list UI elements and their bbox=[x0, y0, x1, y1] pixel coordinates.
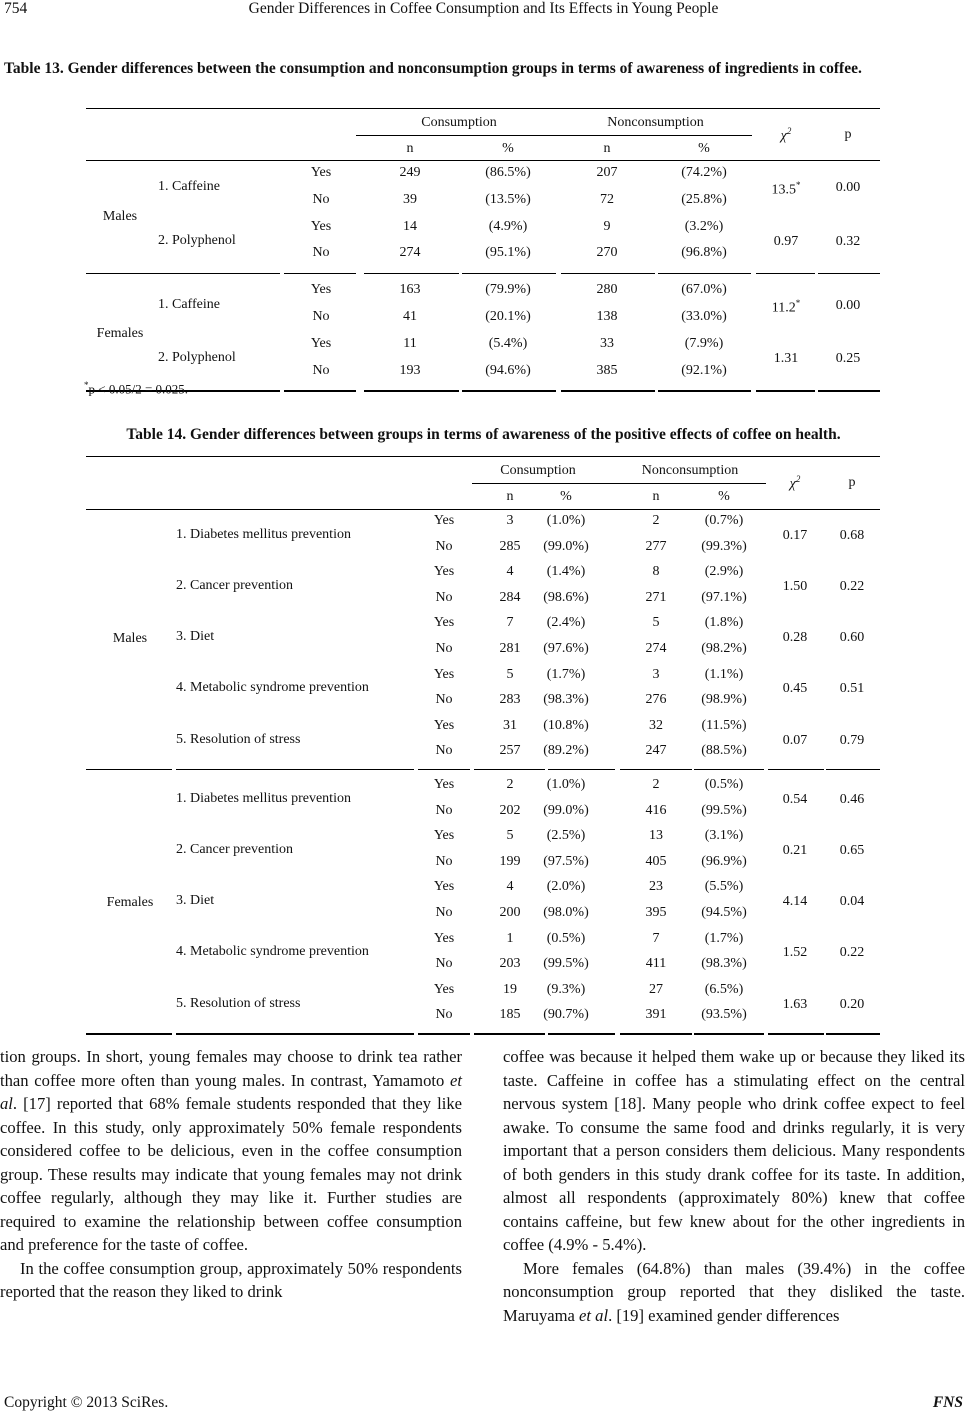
p-value: 0.79 bbox=[839, 732, 865, 748]
item-label: 1. Diabetes mellitus prevention bbox=[176, 526, 351, 542]
answer-label: No bbox=[312, 245, 330, 261]
group-rule bbox=[658, 390, 751, 392]
answer-label: Yes bbox=[433, 828, 455, 844]
group-rule bbox=[86, 769, 172, 770]
percent-header: % bbox=[698, 141, 710, 156]
consumption-percent: (5.4%) bbox=[488, 335, 528, 351]
consumption-percent: (79.9%) bbox=[485, 282, 531, 298]
nonconsumption-percent: (3.1%) bbox=[704, 828, 744, 844]
chi-square-value: 0.21 bbox=[782, 843, 808, 858]
consumption-percent: (1.4%) bbox=[546, 564, 586, 580]
nonconsumption-n: 5 bbox=[652, 615, 660, 631]
group-rule bbox=[818, 273, 880, 274]
nonconsumption-percent: (1.7%) bbox=[704, 930, 744, 946]
table14-caption: Table 14. Gender differences between groups in terms of awareness of the positive effects of coffee on health. bbox=[126, 426, 841, 443]
group-rule bbox=[694, 769, 764, 770]
nonconsumption-percent: (98.9%) bbox=[701, 692, 747, 708]
chi-square-value: 11.2* bbox=[771, 297, 801, 316]
item-label: 4. Metabolic syndrome prevention bbox=[176, 680, 369, 696]
answer-label: No bbox=[435, 692, 453, 708]
chi-square-value: 4.14 bbox=[782, 894, 808, 910]
p-value: 0.00 bbox=[835, 180, 861, 196]
nonconsumption-percent: (0.7%) bbox=[704, 513, 744, 528]
consumption-n: 14 bbox=[403, 218, 417, 234]
nonconsumption-percent: (93.5%) bbox=[701, 1007, 747, 1023]
answer-label: Yes bbox=[433, 615, 455, 631]
consumption-n: 4 bbox=[506, 879, 514, 895]
p-value: 0.51 bbox=[839, 681, 865, 697]
percent-header: % bbox=[502, 141, 514, 156]
p-value: 0.65 bbox=[839, 843, 865, 858]
consumption-percent: (94.6%) bbox=[485, 362, 531, 378]
answer-label: No bbox=[435, 538, 453, 554]
nonconsumption-percent: (25.8%) bbox=[681, 191, 727, 207]
nonconsumption-percent: (5.5%) bbox=[704, 879, 744, 895]
group-rule bbox=[86, 273, 157, 274]
answer-label: No bbox=[435, 853, 453, 869]
nonconsumption-n: 274 bbox=[645, 641, 667, 656]
group-rule bbox=[284, 273, 356, 274]
consumption-percent: (97.5%) bbox=[543, 853, 589, 869]
consumption-n: 283 bbox=[499, 692, 521, 708]
group-rule bbox=[658, 273, 751, 274]
footer-journal: FNS bbox=[932, 1394, 963, 1411]
paragraph: coffee was because it helped them wake up or because they liked its taste. Caffeine in coffee has a stimulating effect on the central nervous system [18]. Many people who drink coffee expect to feel awake. To consume the same food and drinks regularly, it is very important that a person considers them delicious. Many respondents of both genders in this study drank coffee for its taste. In addition, almost all respondents (approximately 80%) knew that coffee contains caffeine, but few knew about for the other ingredients in coffee (4.9% - 5.4%). bbox=[503, 1047, 965, 1254]
nonconsumption-n: 27 bbox=[649, 981, 663, 997]
nonconsumption-percent: (2.9%) bbox=[704, 564, 744, 580]
nonconsumption-n: 2 bbox=[652, 777, 660, 792]
p-value: 0.68 bbox=[839, 527, 865, 543]
nonconsumption-n: 277 bbox=[645, 538, 667, 554]
gender-label: Males bbox=[112, 631, 148, 646]
item-label: 2. Cancer prevention bbox=[176, 842, 294, 857]
answer-label: Yes bbox=[433, 777, 455, 792]
header-bottom-rule bbox=[86, 160, 880, 161]
consumption-n: 41 bbox=[403, 309, 417, 324]
consumption-n: 199 bbox=[499, 853, 521, 869]
group-rule bbox=[364, 273, 459, 274]
chi-square-value: 1.52 bbox=[782, 945, 808, 961]
consumption-percent: (2.5%) bbox=[546, 828, 586, 844]
chi-square-header: $\chi^2$ bbox=[789, 474, 801, 492]
p-value: 0.22 bbox=[839, 945, 865, 961]
consumption-n: 163 bbox=[399, 282, 421, 298]
answer-label: No bbox=[435, 956, 453, 972]
consumption-percent: (9.3%) bbox=[546, 981, 586, 997]
consumption-percent: (1.0%) bbox=[546, 777, 586, 792]
answer-label: Yes bbox=[433, 717, 455, 733]
consumption-percent: (98.3%) bbox=[543, 692, 589, 708]
consumption-n: 285 bbox=[499, 538, 521, 554]
consumption-n: 249 bbox=[399, 165, 421, 180]
answer-label: No bbox=[312, 191, 330, 207]
nonconsumption-n: 72 bbox=[600, 191, 614, 207]
nonconsumption-n: 8 bbox=[652, 564, 660, 580]
nonconsumption-percent: (96.8%) bbox=[681, 245, 727, 261]
answer-label: No bbox=[435, 589, 453, 605]
group-rule bbox=[694, 1033, 764, 1035]
p-header: p bbox=[844, 127, 852, 142]
item-label: 1. Caffeine bbox=[158, 179, 220, 195]
nonconsumption-percent: (94.5%) bbox=[701, 905, 747, 920]
item-label: 2. Polyphenol bbox=[158, 350, 236, 366]
group-rule bbox=[548, 1033, 615, 1035]
nonconsumption-n: 32 bbox=[649, 717, 663, 733]
nonconsumption-n: 138 bbox=[596, 309, 618, 324]
group-rule bbox=[768, 769, 824, 770]
consumption-group-header: Consumption bbox=[500, 463, 576, 478]
chi-square-value: 1.63 bbox=[782, 996, 808, 1012]
group-rule bbox=[561, 273, 655, 274]
nonconsumption-n: 416 bbox=[645, 802, 667, 818]
nonconsumption-n: 3 bbox=[652, 666, 660, 682]
page-number: 754 bbox=[4, 0, 28, 17]
item-label: 3. Diet bbox=[176, 893, 215, 909]
n-header: n bbox=[652, 489, 660, 504]
gender-label: Males bbox=[102, 208, 138, 224]
consumption-percent: (4.9%) bbox=[488, 218, 528, 234]
consumption-percent: (20.1%) bbox=[485, 309, 531, 324]
p-value: 0.20 bbox=[839, 996, 865, 1012]
nonconsumption-percent: (33.0%) bbox=[681, 309, 727, 324]
answer-label: Yes bbox=[433, 930, 455, 946]
consumption-percent: (98.6%) bbox=[543, 589, 589, 605]
group-rule bbox=[620, 1033, 692, 1035]
paragraph: In the coffee consumption group, approximately 50% respondents reported that the reason they liked to drink bbox=[0, 1258, 462, 1301]
chi-square-header: $\chi^2$ bbox=[780, 126, 792, 144]
nonconsumption-n: 271 bbox=[645, 589, 667, 605]
chi-square-value: 0.07 bbox=[782, 732, 808, 748]
nonconsumption-percent: (3.2%) bbox=[684, 218, 724, 234]
group-rule bbox=[756, 390, 815, 392]
p-value: 0.22 bbox=[839, 579, 865, 594]
chi-square-value: 13.5* bbox=[771, 180, 801, 199]
nonconsumption-n: 276 bbox=[645, 692, 667, 708]
item-label: 2. Polyphenol bbox=[158, 233, 236, 248]
group-rule bbox=[756, 273, 815, 274]
answer-label: No bbox=[435, 802, 453, 818]
consumption-percent: (89.2%) bbox=[543, 743, 589, 759]
answer-label: No bbox=[312, 362, 330, 378]
consumption-percent: (13.5%) bbox=[485, 191, 531, 207]
chi-square-value: 0.54 bbox=[782, 791, 808, 807]
header-bottom-rule bbox=[86, 509, 880, 510]
consumption-n: 39 bbox=[403, 191, 417, 207]
chi-square-value: 0.45 bbox=[782, 681, 808, 697]
nonconsumption-percent: (99.3%) bbox=[701, 538, 747, 554]
percent-header: % bbox=[560, 489, 572, 504]
nonconsumption-percent: (0.5%) bbox=[704, 777, 744, 792]
chi-square-value: 1.50 bbox=[782, 579, 808, 594]
item-label: 5. Resolution of stress bbox=[176, 731, 301, 747]
consumption-percent: (97.6%) bbox=[543, 641, 589, 656]
nonconsumption-n: 405 bbox=[645, 853, 667, 869]
item-label: 4. Metabolic syndrome prevention bbox=[176, 944, 369, 960]
page-header bbox=[0, 0, 967, 26]
answer-label: No bbox=[435, 905, 453, 920]
nonconsumption-n: 7 bbox=[652, 930, 660, 946]
group-rule bbox=[474, 769, 545, 770]
n-header: n bbox=[506, 489, 514, 504]
answer-label: No bbox=[435, 641, 453, 656]
group-rule bbox=[176, 1033, 414, 1035]
answer-label: Yes bbox=[433, 513, 455, 528]
consumption-percent: (99.0%) bbox=[543, 538, 589, 554]
consumption-percent: (86.5%) bbox=[485, 165, 531, 180]
consumption-n: 2 bbox=[506, 777, 514, 792]
consumption-n: 257 bbox=[499, 743, 521, 759]
nonconsumption-n: 2 bbox=[652, 513, 660, 528]
consumption-percent: (90.7%) bbox=[543, 1007, 589, 1023]
gender-label: Females bbox=[106, 895, 154, 910]
group-rule bbox=[474, 1033, 545, 1035]
group-rule bbox=[826, 1033, 880, 1035]
group-rule bbox=[284, 390, 356, 392]
answer-label: Yes bbox=[433, 666, 455, 682]
paragraph: More females (64.8%) than males (39.4%) in the coffee nonconsumption group reported that they disliked the taste. Maruyama et al. [19] examined gender differences bbox=[503, 1258, 965, 1325]
consumption-n: 284 bbox=[499, 589, 521, 605]
nonconsumption-percent: (74.2%) bbox=[681, 165, 727, 180]
nonconsumption-percent: (88.5%) bbox=[701, 743, 747, 759]
nonconsumption-percent: (97.1%) bbox=[701, 589, 747, 605]
answer-label: No bbox=[312, 309, 330, 324]
group-rule bbox=[620, 769, 692, 770]
n-header: n bbox=[603, 141, 611, 156]
consumption-n: 1 bbox=[506, 930, 514, 946]
footer-copyright: Copyright © 2013 SciRes. bbox=[4, 1394, 169, 1411]
table-top-rule bbox=[86, 108, 880, 109]
nonconsumption-n: 280 bbox=[596, 282, 618, 298]
nonconsumption-n: 385 bbox=[596, 362, 618, 378]
consumption-n: 7 bbox=[506, 615, 514, 631]
chi-square-value: 0.97 bbox=[773, 234, 799, 249]
group-rule bbox=[548, 769, 615, 770]
nonconsumption-group-header: Nonconsumption bbox=[607, 115, 704, 130]
nonconsumption-group-header: Nonconsumption bbox=[641, 463, 739, 478]
group-rule bbox=[561, 390, 655, 392]
consumption-n: 3 bbox=[506, 513, 514, 528]
answer-label: No bbox=[435, 1007, 453, 1023]
nonconsumption-n: 270 bbox=[596, 245, 618, 261]
item-label: 1. Diabetes mellitus prevention bbox=[176, 790, 351, 806]
nonconsumption-percent: (6.5%) bbox=[704, 981, 744, 997]
answer-label: Yes bbox=[310, 335, 332, 351]
consumption-n: 11 bbox=[403, 335, 417, 351]
chi-square-value: 0.28 bbox=[782, 630, 808, 646]
group-rule bbox=[176, 769, 414, 770]
group-rule bbox=[826, 769, 880, 770]
nonconsumption-n: 33 bbox=[600, 335, 614, 351]
body-column-left bbox=[0, 1045, 462, 1304]
group-rule bbox=[462, 390, 556, 392]
p-value: 0.32 bbox=[835, 234, 861, 249]
answer-label: Yes bbox=[310, 282, 332, 298]
consumption-n: 281 bbox=[499, 641, 521, 656]
nonconsumption-percent: (96.9%) bbox=[701, 853, 747, 869]
answer-label: Yes bbox=[433, 981, 455, 997]
consumption-n: 200 bbox=[499, 905, 521, 920]
group-rule bbox=[86, 1033, 172, 1035]
percent-header: % bbox=[718, 489, 730, 504]
item-label: 2. Cancer prevention bbox=[176, 578, 294, 593]
item-label: 3. Diet bbox=[176, 629, 215, 645]
nonconsumption-percent: (11.5%) bbox=[701, 717, 747, 733]
table13-footnote: *p < 0.05/2 = 0.025. bbox=[84, 380, 189, 397]
n-header: n bbox=[406, 141, 414, 156]
consumption-n: 4 bbox=[506, 564, 514, 580]
consumption-n: 5 bbox=[506, 666, 514, 682]
group-header-rule bbox=[356, 135, 752, 136]
consumption-n: 274 bbox=[399, 245, 421, 261]
consumption-n: 5 bbox=[506, 828, 514, 844]
answer-label: No bbox=[435, 743, 453, 759]
table-top-rule bbox=[86, 456, 880, 457]
consumption-percent: (95.1%) bbox=[485, 245, 531, 261]
nonconsumption-percent: (7.9%) bbox=[684, 335, 724, 351]
consumption-percent: (1.0%) bbox=[546, 513, 586, 528]
nonconsumption-n: 207 bbox=[596, 165, 618, 180]
consumption-group-header: Consumption bbox=[421, 115, 497, 130]
consumption-n: 31 bbox=[503, 717, 517, 733]
nonconsumption-percent: (1.8%) bbox=[704, 615, 744, 631]
group-rule bbox=[818, 390, 880, 392]
nonconsumption-n: 13 bbox=[649, 828, 663, 844]
p-header: p bbox=[848, 475, 856, 490]
answer-label: Yes bbox=[310, 218, 332, 234]
answer-label: Yes bbox=[433, 879, 455, 895]
nonconsumption-percent: (98.2%) bbox=[701, 641, 747, 656]
consumption-percent: (0.5%) bbox=[546, 930, 586, 946]
item-label: 1. Caffeine bbox=[158, 296, 220, 312]
group-rule bbox=[462, 273, 556, 274]
p-value: 0.46 bbox=[839, 791, 865, 807]
consumption-percent: (10.8%) bbox=[543, 717, 589, 733]
paragraph: tion groups. In short, young females may choose to drink tea rather than coffee more often than young males. In contrast, Yamamoto et al. [17] reported that 68% female students responded that they like coffee. In this study, only approximately 50% female respondents considered coffee to be delicious, even in the coffee consumption group. These results may indicate that young females may not drink coffee regularly, although they may like it. Further studies are required to examine the relationship between coffee consumption and preference for the taste of coffee. bbox=[0, 1047, 462, 1254]
consumption-n: 203 bbox=[499, 956, 521, 972]
nonconsumption-percent: (98.3%) bbox=[701, 956, 747, 972]
group-rule bbox=[157, 273, 280, 274]
nonconsumption-percent: (92.1%) bbox=[681, 362, 727, 378]
answer-label: Yes bbox=[433, 564, 455, 580]
nonconsumption-n: 23 bbox=[649, 879, 663, 895]
nonconsumption-percent: (1.1%) bbox=[704, 666, 744, 682]
nonconsumption-n: 247 bbox=[645, 743, 667, 759]
chi-square-value: 0.17 bbox=[782, 527, 808, 543]
group-header-rule bbox=[472, 483, 766, 484]
group-rule bbox=[768, 1033, 824, 1035]
nonconsumption-n: 395 bbox=[645, 905, 667, 920]
group-rule bbox=[418, 769, 470, 770]
consumption-percent: (99.5%) bbox=[543, 956, 589, 972]
nonconsumption-percent: (99.5%) bbox=[701, 802, 747, 818]
nonconsumption-n: 391 bbox=[645, 1007, 667, 1023]
p-value: 0.25 bbox=[835, 351, 861, 367]
consumption-n: 19 bbox=[503, 981, 517, 997]
nonconsumption-percent: (67.0%) bbox=[681, 282, 727, 298]
consumption-percent: (1.7%) bbox=[546, 666, 586, 682]
consumption-n: 185 bbox=[499, 1007, 521, 1023]
p-value: 0.00 bbox=[835, 297, 861, 313]
nonconsumption-n: 9 bbox=[603, 218, 611, 234]
group-rule bbox=[364, 390, 459, 392]
answer-label: Yes bbox=[310, 165, 332, 180]
item-label: 5. Resolution of stress bbox=[176, 995, 301, 1011]
p-value: 0.60 bbox=[839, 630, 865, 646]
table13-caption: Table 13. Gender differences between the consumption and nonconsumption groups in terms of awareness of ingredients in coffee. bbox=[4, 60, 862, 77]
group-rule bbox=[418, 1033, 470, 1035]
chi-square-value: 1.31 bbox=[773, 351, 799, 367]
consumption-percent: (98.0%) bbox=[543, 905, 589, 920]
gender-label: Females bbox=[96, 325, 144, 341]
nonconsumption-n: 411 bbox=[645, 956, 667, 972]
p-value: 0.04 bbox=[839, 894, 865, 910]
body-column-right bbox=[503, 1045, 965, 1327]
consumption-percent: (99.0%) bbox=[543, 802, 589, 818]
consumption-n: 193 bbox=[399, 362, 421, 378]
consumption-n: 202 bbox=[499, 802, 521, 818]
consumption-percent: (2.4%) bbox=[546, 615, 586, 631]
running-title: Gender Differences in Coffee Consumption and Its Effects in Young People bbox=[248, 0, 719, 17]
consumption-percent: (2.0%) bbox=[546, 879, 586, 895]
